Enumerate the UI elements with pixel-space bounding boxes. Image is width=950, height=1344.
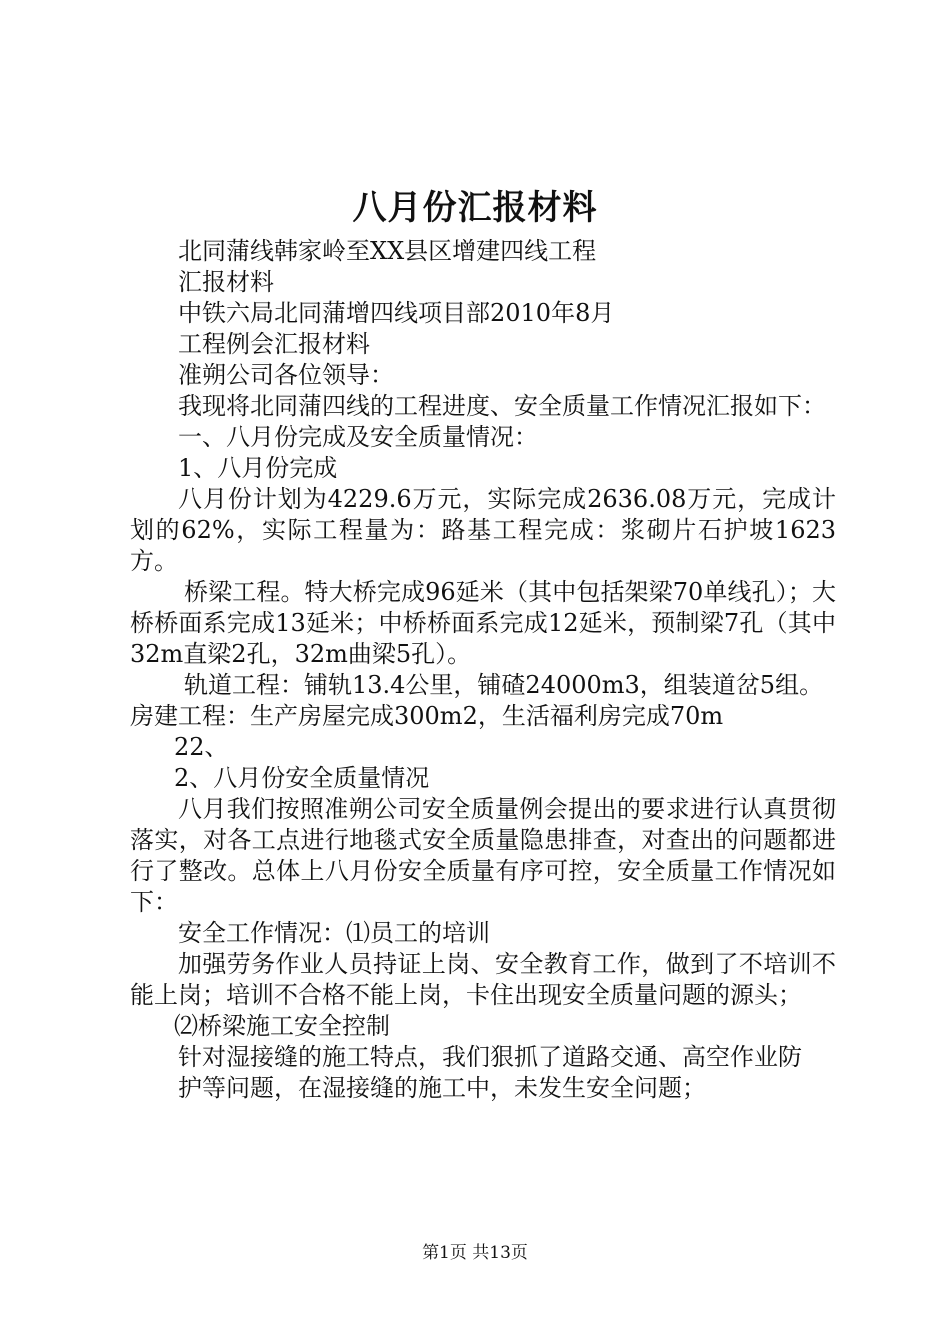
heading-section-1: 一、八月份完成及安全质量情况： bbox=[178, 423, 538, 451]
page-footer: 第1页 共13页 bbox=[422, 1243, 528, 1263]
paragraph-plan-completion: 八月份计划为4229.6万元，实际完成2636.08万元，完成计划的62%，实际工程量为：路基工程完成：浆砌片石护坡1623方。 bbox=[130, 485, 836, 575]
paragraph-project-name: 北同蒲线韩家岭至XX县区增建四线工程 bbox=[178, 237, 597, 265]
document-title: 八月份汇报材料 bbox=[352, 188, 598, 228]
heading-bridge-safety: ⑵桥梁施工安全控制 bbox=[174, 1012, 390, 1040]
paragraph-intro: 我现将北同蒲四线的工程进度、安全质量工作情况汇报如下： bbox=[178, 392, 826, 420]
paragraph-bridge-works: 桥梁工程。特大桥完成96延米（其中包括架梁70单线孔）；大桥桥面系完成13延米；中桥桥面系完成12延米，预制梁7孔（其中32m直梁2孔，32m曲梁5孔）。 bbox=[130, 578, 836, 668]
heading-subsection-2: 2、八月份安全质量情况 bbox=[174, 764, 430, 792]
paragraph-meeting-label: 工程例会汇报材料 bbox=[178, 330, 370, 358]
paragraph-building-works: 房建工程：生产房屋完成300m2，生活福利房完成70m bbox=[130, 702, 724, 730]
paragraph-safety-training: 加强劳务作业人员持证上岗、安全教育工作，做到了不培训不能上岗；培训不合格不能上岗，卡住出现安全质量问题的源头； bbox=[130, 950, 836, 1009]
paragraph-fragment: 22、 bbox=[174, 733, 229, 761]
paragraph-track-works: 轨道工程：铺轨13.4公里，铺碴24000m3，组装道岔5组。 bbox=[184, 671, 824, 699]
paragraph-safety-training-heading: 安全工作情况：⑴员工的培训 bbox=[178, 919, 490, 947]
document-body bbox=[130, 236, 836, 1104]
paragraph-safety-overview: 八月我们按照准朔公司安全质量例会提出的要求进行认真贯彻落实，对各工点进行地毯式安全质量隐患排查，对查出的问题都进行了整改。总体上八月份安全质量有序可控，安全质量工作情况如下： bbox=[130, 795, 836, 916]
paragraph-salutation: 准朔公司各位领导： bbox=[178, 361, 394, 389]
paragraph-org-date: 中铁六局北同蒲增四线项目部2010年8月 bbox=[178, 299, 615, 327]
paragraph-bridge-safety: 针对湿接缝的施工特点，我们狠抓了道路交通、高空作业防 bbox=[178, 1043, 802, 1071]
paragraph-bridge-safety-cont: 护等问题，在湿接缝的施工中，未发生安全问题； bbox=[178, 1074, 706, 1102]
heading-subsection-1: 1、八月份完成 bbox=[178, 454, 338, 482]
paragraph-report-label: 汇报材料 bbox=[178, 268, 274, 296]
